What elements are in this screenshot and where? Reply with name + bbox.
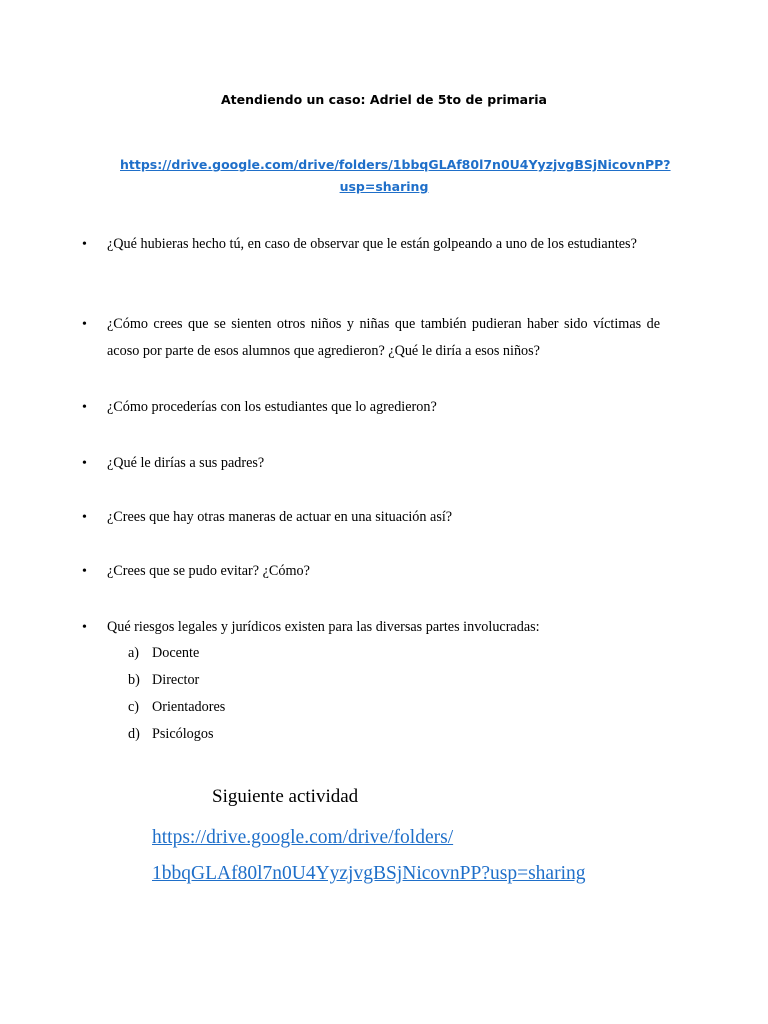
list-item: [0, 721, 768, 748]
question-text: Qué riesgos legales y jurídicos existen para las diversas partes involucradas:: [107, 619, 540, 635]
question-text: ¿Qué le dirías a sus padres?: [107, 455, 265, 471]
drive-link-top-line2[interactable]: usp=sharing: [339, 179, 429, 194]
bullet-icon: •: [82, 317, 87, 332]
list-item: [0, 667, 768, 694]
bullet-icon: •: [82, 400, 87, 415]
bullet-icon: •: [82, 456, 87, 471]
bullet-icon: •: [82, 237, 87, 252]
question-text: ¿Cómo procederías con los estudiantes que lo agredieron?: [107, 399, 437, 415]
list-text: Psicólogos: [152, 726, 214, 742]
next-activity-link-line2[interactable]: 1bbqGLAf80l7n0U4YyzjvgBSjNicovnPP?usp=sharing: [152, 863, 586, 884]
next-activity-label: Siguiente actividad: [212, 786, 359, 807]
list-item: [0, 640, 768, 667]
list-item: [0, 694, 768, 721]
list-letter: c): [128, 699, 140, 715]
question-text: ¿Cómo crees que se sienten otros niños y niñas que también pudieran haber sido víctimas de acoso por parte de esos alumnos que agredieron? ¿Qué le diría a esos niños?: [107, 316, 660, 359]
list-text: Orientadores: [152, 699, 226, 715]
bullet-icon: •: [82, 620, 87, 635]
document-title: Atendiendo un caso: Adriel de 5to de primaria: [221, 92, 547, 107]
question-text: ¿Qué hubieras hecho tú, en caso de observar que le están golpeando a uno de los estudiantes?: [107, 236, 637, 252]
list-text: Docente: [152, 645, 200, 661]
list-text: Director: [152, 672, 200, 688]
bullet-icon: •: [82, 510, 87, 525]
list-letter: b): [128, 672, 140, 688]
list-letter: a): [128, 645, 140, 661]
drive-link-top-line1[interactable]: https://drive.google.com/drive/folders/1bbqGLAf80l7n0U4YyzjvgBSjNicovnPP?: [120, 157, 671, 172]
next-activity-link-line1[interactable]: https://drive.google.com/drive/folders/: [152, 827, 454, 848]
question-text: ¿Crees que hay otras maneras de actuar en una situación así?: [107, 509, 453, 525]
list-letter: d): [128, 726, 140, 742]
question-text: ¿Crees que se pudo evitar? ¿Cómo?: [107, 563, 310, 579]
bullet-icon: •: [82, 564, 87, 579]
next-activity-link[interactable]: [152, 820, 672, 892]
drive-link-top[interactable]: [120, 154, 671, 198]
